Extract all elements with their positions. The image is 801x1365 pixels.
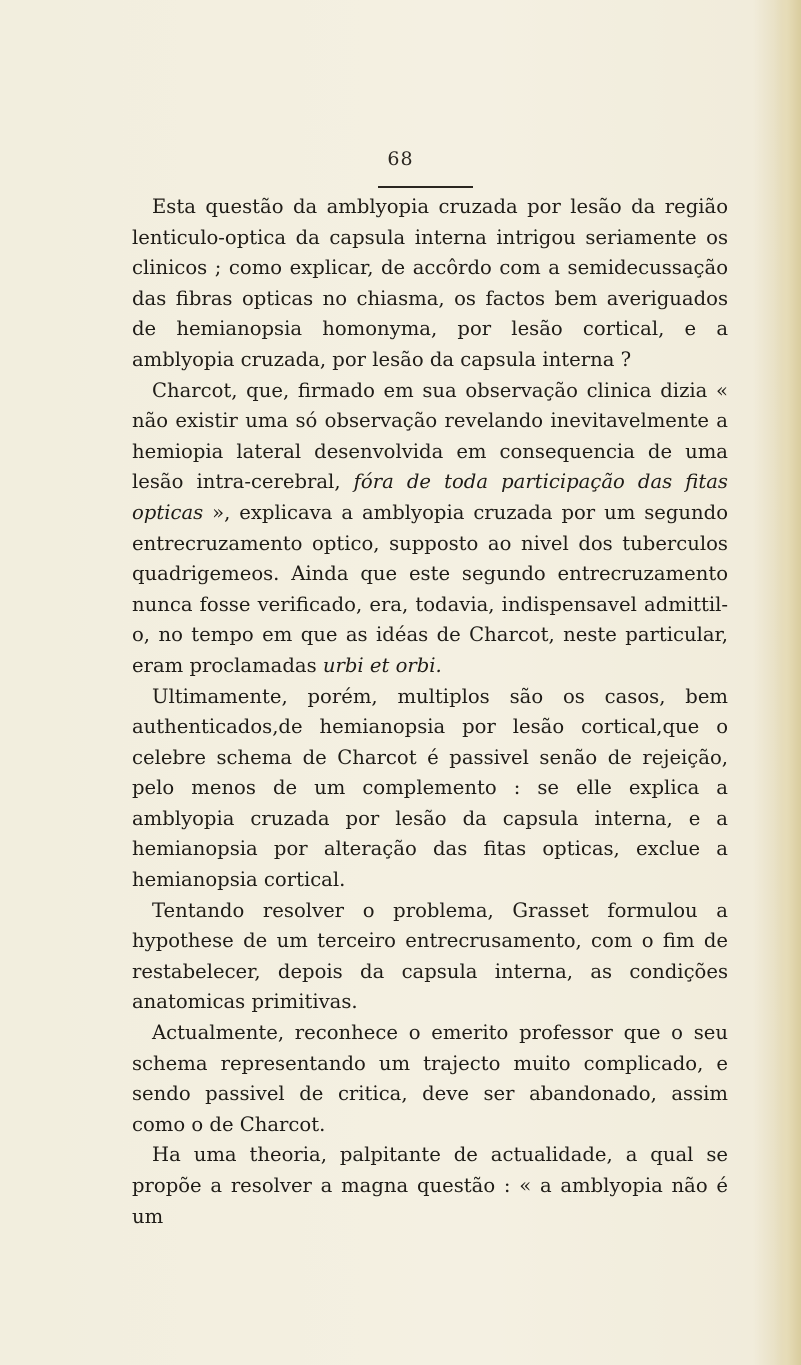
header-rule xyxy=(378,186,473,188)
body-text xyxy=(132,192,728,1232)
paragraph: Actualmente, reconhece o emerito professor que o seu schema representando um trajecto muito complicado, e sendo passivel de critica, deve ser abandonado, assim como o de Charcot. xyxy=(132,1021,728,1136)
paragraph: Esta questão da amblyopia cruzada por lesão da região lenticulo-optica da capsula interna intrigou seriamente os clinicos ; como explicar, de accôrdo com a semidecussação das fibras opticas no chiasma, os factos bem averiguados de hemianopsia homonyma, por lesão cortical, e a amblyopia cruzada, por lesão da capsula interna ? xyxy=(132,195,728,371)
paragraph: Tentando resolver o problema, Grasset formulou a hypothese de um terceiro entrecrusamento, com o fim de restabelecer, depois da capsula interna, as condições anatomicas primitivas. xyxy=(132,898,728,1014)
paragraph xyxy=(132,376,728,682)
paragraph: Ultimamente, porém, multiplos são os casos, bem authenticados,de hemianopsia por lesão cortical,que o celebre schema de Charcot é passivel senão de rejeição, pelo menos de um complemento : se elle explica a amblyopia cruzada por lesão da capsula interna, e a hemianopsia por alteração das fitas opticas, exclue a hemianopsia cortical. xyxy=(132,684,728,892)
italic-phrase: urbi et orbi. xyxy=(322,653,442,677)
paragraph-text: Charcot, que, firmado em sua observação clinica dizia « não existir uma só observação revelando inevitavelmente a hemiopia lateral desenvolvida em consequencia de uma lesão intra-cerebral, xyxy=(132,378,728,494)
paragraph-text: », explicava a amblyopia cruzada por um segundo entrecruzamento optico, supposto ao nivel dos tuberculos quadrigemeos. Ainda que este segundo entrecruzamento nunca fosse verificado, era, todavia, indispensavel admittil-o, no tempo em que as idéas de Charcot, neste particular, eram proclamadas xyxy=(132,500,728,677)
paragraph: Ha uma theoria, palpitante de actualidade, a qual se propõe a resolver a magna questão : « a amblyopia não é um xyxy=(132,1143,728,1228)
page-number: 68 xyxy=(387,148,414,170)
page-edge-shadow xyxy=(775,0,801,1365)
italic-phrase: fóra de toda participação das fitas opticas xyxy=(132,470,728,524)
